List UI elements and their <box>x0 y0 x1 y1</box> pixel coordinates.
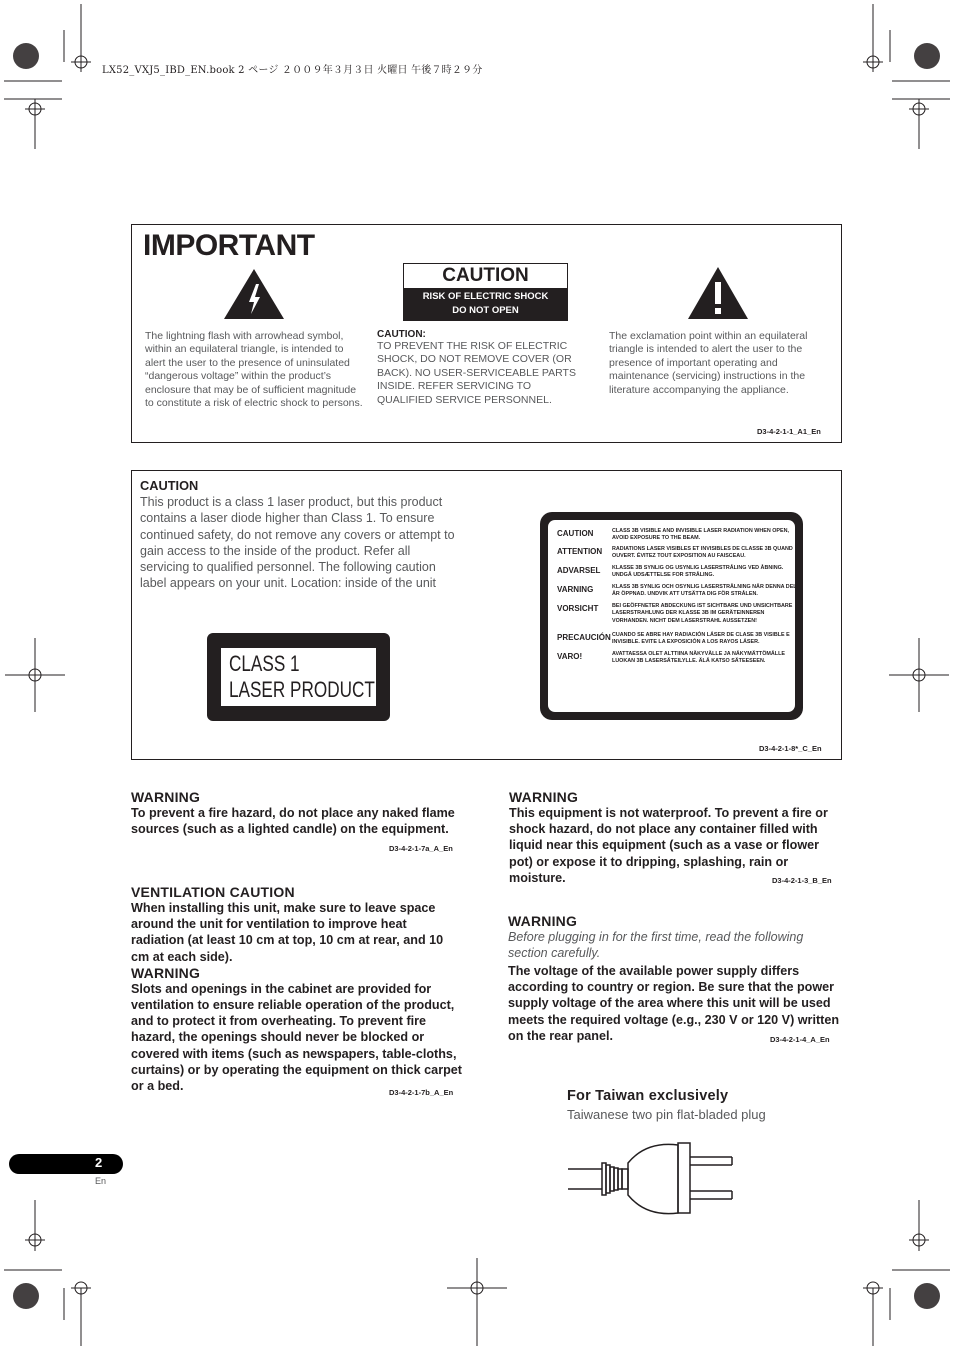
laser-code: D3-4-2-1-8*_C_En <box>759 744 822 753</box>
label-lang: VORSICHT <box>557 604 599 613</box>
caution-electric-label <box>403 263 568 321</box>
important-title: IMPORTANT <box>143 229 315 262</box>
fire-warning-text: To prevent a fire hazard, do not place any naked flame sources (such as a lighted candle) on the equipment. <box>131 806 455 837</box>
openings-warning-code: D3-4-2-1-7b_A_En <box>389 1088 454 1097</box>
label-text: RADIATIONS LASER VISIBLES ET INVISIBLES DE CLASSE 3B QUAND OUVERT. ÉVITEZ TOUT EXPOSITION AU FAISCEAU. <box>612 546 793 560</box>
label-lang: CAUTION <box>557 529 594 538</box>
label-text: KLASSE 3B SYNLIG OG USYNLIG LASERSTRÅLING VED ÅBNING. UNDGÅ UDSÆTTELSE FOR STRÅLING. <box>612 565 784 579</box>
page-number: 2 <box>95 1155 103 1170</box>
warning-heading: WARNING <box>131 964 201 981</box>
label-lang: PRECAUCIÓN <box>557 633 611 642</box>
page-number-tab <box>9 1154 123 1174</box>
laser-description: This product is a class 1 laser product, but this product contains a laser diode higher than Class 1. To ensure continued safety, do not remove any covers or attempt to gain access to the inside of the product. Refer all servicing to qualified personnel. The following caution label appears on your unit. Location: inside of the unit <box>140 495 455 591</box>
label-lang: VARO! <box>557 652 583 661</box>
openings-warning-text: Slots and openings in the cabinet are provided for ventilation to ensure reliable operation of the product, and to protect it from overheating. To prevent fire hazard, the openings should never be blocked or covered with items (such as newspapers, table-cloths, curtains) or by operating the equipment on thick carpet or a bed. <box>131 981 462 1094</box>
ventilation-heading: VENTILATION CAUTION <box>131 884 295 900</box>
fire-warning-code: D3-4-2-1-7a_A_En <box>389 844 453 853</box>
class1-line2: LASER PRODUCT <box>229 677 375 702</box>
ventilation-text: When installing this unit, make sure to leave space around the unit for ventilation to improve heat radiation (at least 10 cm at top, 10 cm at rear, and 10 cm at each side). <box>131 901 444 964</box>
label-text: CUANDO SE ABRE HAY RADIACIÓN LÁSER DE CLASE 3B VISIBLE E INVISIBLE. EVITE LA EXPOSICIÓN A LOS RAYOS LÁSER. <box>612 632 790 646</box>
waterproof-warning-text: This equipment is not waterproof. To prevent a fire or shock hazard, do not place any container filled with liquid near this equipment (such as a vase or flower pot) or expose it to dripping, splashing, rain or moisture. <box>509 806 828 885</box>
warning-heading: WARNING <box>509 789 579 805</box>
caution-description: TO PREVENT THE RISK OF ELECTRIC SHOCK, DO NOT REMOVE COVER (OR BACK). NO USER-SERVICEABLE PARTS INSIDE. REFER SERVICING TO QUALIFIED SERVICE PERSONNEL. <box>377 340 576 406</box>
label-text: BEI GEÖFFNETER ABDECKUNG IST SICHTBARE UND UNSICHTBARE LASERSTRAHLUNG DER KLASSE 3B IM GERÄTEINNEREN VORHANDEN. NICHT DEM LASERSTRAHL AUSSETZEN! <box>612 603 793 624</box>
warning-heading: WARNING <box>131 789 201 805</box>
caution-heading: CAUTION: <box>377 329 426 340</box>
exclamation-description: The exclamation point within an equilateral triangle is intended to alert the user to the presence of important operating and maintenance (servicing) instructions in the literature accompanying the appliance. <box>609 330 808 396</box>
label-text: AVATTAESSA OLET ALTTIINA NÄKYVÄLLE JA NÄKYMÄTTÖMÄLLE LUOKAN 3B LASERSÄTEILYLLE. ÄLÄ KATSO SÄTEESEEN. <box>612 651 785 665</box>
page-language: En <box>95 1176 107 1186</box>
lightning-warning-icon <box>223 268 285 320</box>
laser-warning-label <box>540 512 803 720</box>
voltage-warning-text: The voltage of the available power supply differs according to country or region. Be sure that the power supply voltage of the area where this unit will be used meets the required voltage (e.g., 230 V or 120 V) written on the rear panel. <box>508 964 840 1043</box>
label-text: KLASS 3B SYNLIG OCH OSYNLIG LASERSTRÅLNING NÄR DENNA DEL ÄR ÖPPNAD. UNDVIK ATT UTSÄTTA DIG FÖR STRÅLEN. <box>612 584 797 598</box>
plugging-note: Before plugging in for the first time, read the following section carefully. <box>508 930 804 960</box>
label-lang: ADVARSEL <box>557 566 601 575</box>
taiwan-subheading: Taiwanese two pin flat-bladed plug <box>567 1107 766 1122</box>
class1-line1: CLASS 1 <box>229 651 300 676</box>
lightning-description: The lightning flash with arrowhead symbol, within an equilateral triangle, is intended to alert the user to the presence of uninsulated “dangerous voltage” within the product’s enclosure that may be of sufficient magnitude to constitute a risk of electric shock to persons. <box>145 330 363 410</box>
label-lang: ATTENTION <box>557 547 603 556</box>
plug-illustration <box>566 1133 736 1215</box>
caution-label-line2: DO NOT OPEN <box>452 305 519 316</box>
caution-label-line1: RISK OF ELECTRIC SHOCK <box>422 291 549 302</box>
label-lang: VARNING <box>557 585 594 594</box>
voltage-warning-code: D3-4-2-1-4_A_En <box>770 1035 830 1044</box>
laser-heading: CAUTION <box>140 478 199 493</box>
file-header: LX52_VXJ5_IBD_EN.book 2 ページ ２００９年３月３日 火曜日 午後７時２９分 <box>102 65 483 76</box>
waterproof-warning-code: D3-4-2-1-3_B_En <box>772 876 832 885</box>
taiwan-heading: For Taiwan exclusively <box>567 1088 729 1104</box>
warning-heading: WARNING <box>508 913 578 929</box>
class1-laser-label <box>207 633 390 721</box>
caution-label-title: CAUTION <box>442 265 529 286</box>
exclamation-warning-icon <box>687 266 749 320</box>
label-text: CLASS 3B VISIBLE AND INVISIBLE LASER RADIATION WHEN OPEN, AVOID EXPOSURE TO THE BEAM. <box>612 528 790 542</box>
important-code: D3-4-2-1-1_A1_En <box>757 427 821 436</box>
